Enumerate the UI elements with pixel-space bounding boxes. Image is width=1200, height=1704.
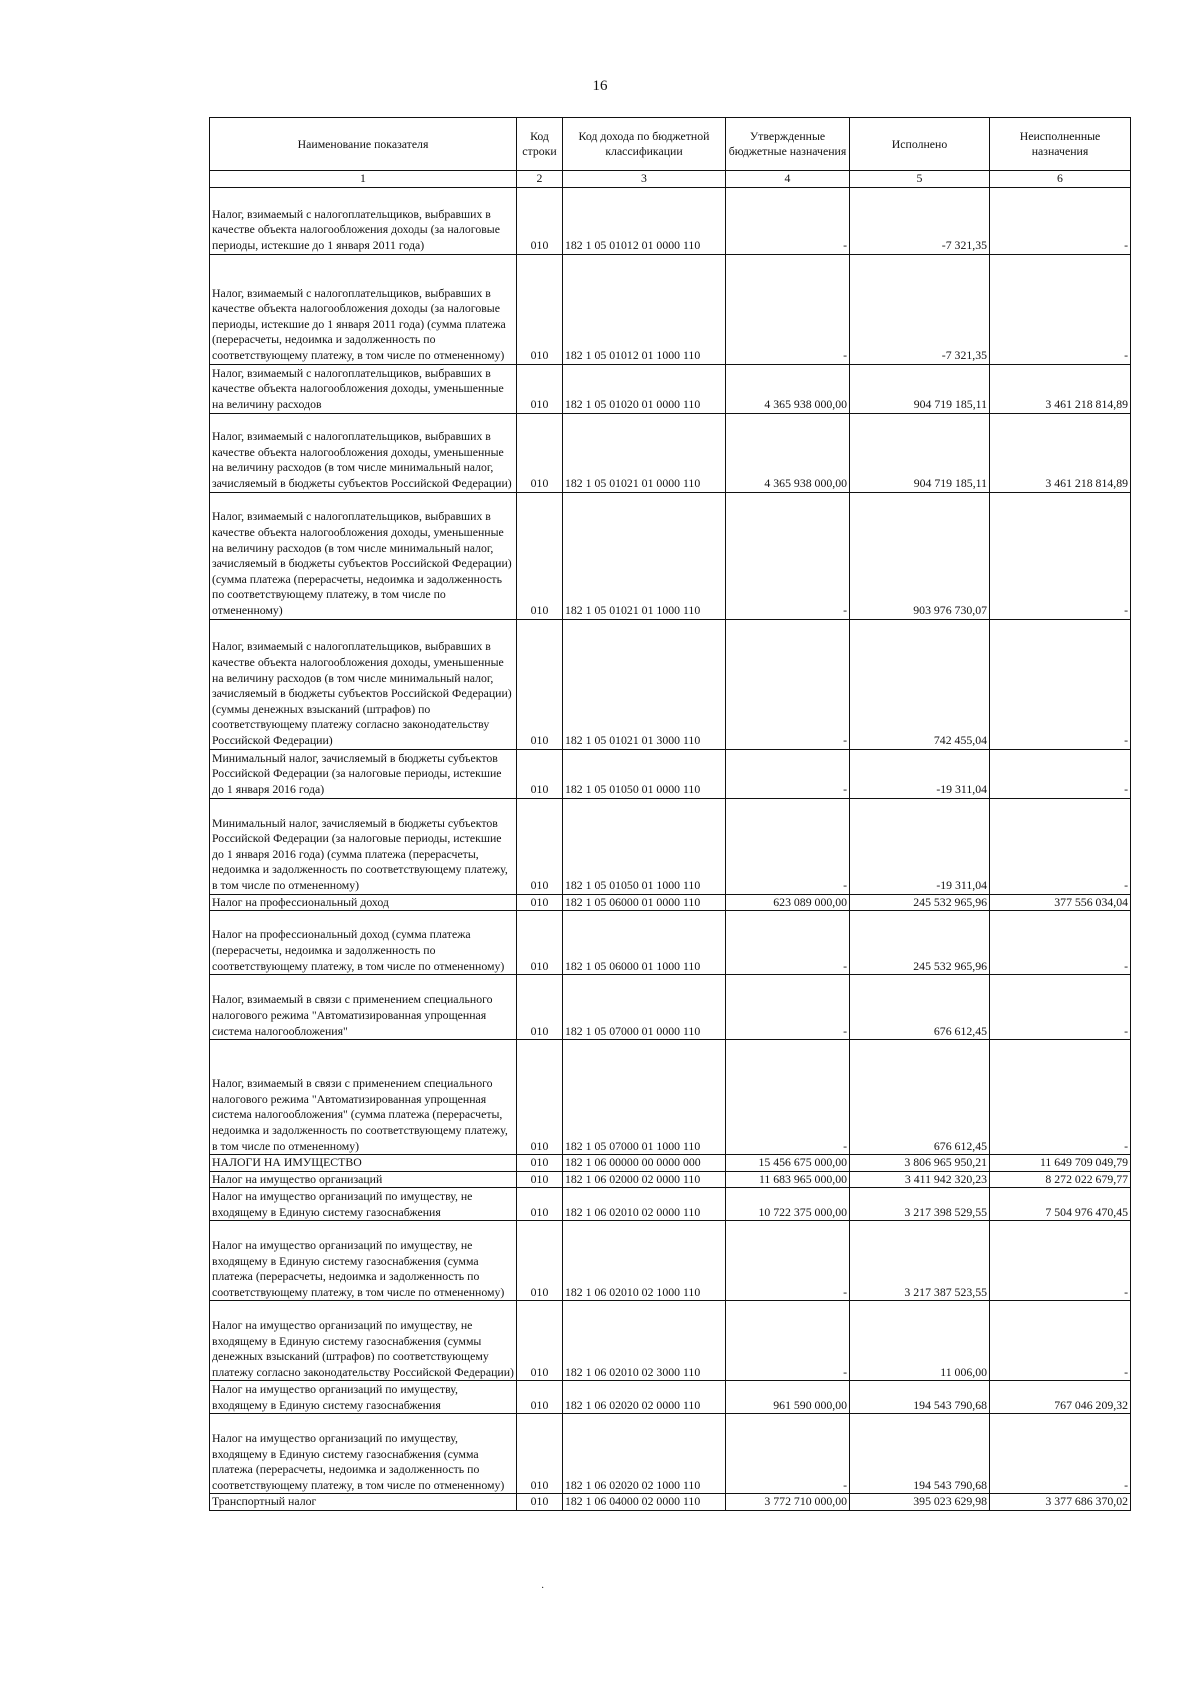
approved-value: -	[726, 911, 850, 975]
indicator-name: Налог на профессиональный доход	[210, 894, 517, 911]
approved-value: 11 683 965 000,00	[726, 1171, 850, 1188]
unexecuted-value: -	[990, 1221, 1131, 1301]
table-row	[210, 911, 1131, 975]
table-row	[210, 894, 1131, 911]
line-code: 010	[517, 798, 563, 894]
approved-value: -	[726, 254, 850, 364]
budget-code: 182 1 05 01050 01 1000 110	[563, 798, 726, 894]
indicator-name: Налог, взимаемый с налогоплательщиков, выбравших в качестве объекта налогообложения доходы (за налоговые периоды, истекшие до 1 января 2011 года)	[210, 187, 517, 254]
line-code: 010	[517, 911, 563, 975]
column-number: 6	[990, 171, 1131, 188]
table-row	[210, 1494, 1131, 1511]
unexecuted-value: -	[990, 1301, 1131, 1381]
approved-value: -	[726, 1221, 850, 1301]
page-number: 16	[592, 78, 608, 94]
budget-code: 182 1 05 06000 01 1000 110	[563, 911, 726, 975]
executed-value: 3 217 387 523,55	[850, 1221, 990, 1301]
indicator-name: НАЛОГИ НА ИМУЩЕСТВО	[210, 1155, 517, 1172]
budget-code: 182 1 06 02000 02 0000 110	[563, 1171, 726, 1188]
approved-value: 4 365 938 000,00	[726, 364, 850, 413]
line-code: 010	[517, 1040, 563, 1155]
line-code: 010	[517, 1221, 563, 1301]
approved-value: -	[726, 1301, 850, 1381]
table-row	[210, 413, 1131, 492]
column-number: 4	[726, 171, 850, 188]
executed-value: 904 719 185,11	[850, 413, 990, 492]
table-row	[210, 364, 1131, 413]
indicator-name: Минимальный налог, зачисляемый в бюджеты субъектов Российской Федерации (за налоговые периоды, истекшие до 1 января 2016 года) (сумма платежа (перерасчеты, недоимка и задолженность по соответствующему платежу, в том числе по отмененному)	[210, 798, 517, 894]
line-code: 010	[517, 619, 563, 749]
approved-value: 4 365 938 000,00	[726, 413, 850, 492]
unexecuted-value: -	[990, 254, 1131, 364]
line-code: 010	[517, 1155, 563, 1172]
column-number: 5	[850, 171, 990, 188]
indicator-name: Минимальный налог, зачисляемый в бюджеты субъектов Российской Федерации (за налоговые периоды, истекшие до 1 января 2016 года)	[210, 749, 517, 798]
indicator-name: Налог, взимаемый с налогоплательщиков, выбравших в качестве объекта налогообложения доходы, уменьшенные на величину расходов (в том числе минимальный налог, зачисляемый в бюджеты субъектов Российской Федерации) (сумма платежа (перерасчеты, недоимка и задолженность по соответствующему платежу, в том числе по отмененному)	[210, 492, 517, 619]
executed-value: 3 217 398 529,55	[850, 1188, 990, 1221]
executed-value: 3 806 965 950,21	[850, 1155, 990, 1172]
budget-code: 182 1 06 02010 02 3000 110	[563, 1301, 726, 1381]
header-budget-code: Код дохода по бюджетной классификации	[563, 118, 726, 171]
budget-code: 182 1 05 07000 01 0000 110	[563, 975, 726, 1040]
unexecuted-value: -	[990, 798, 1131, 894]
budget-code: 182 1 06 02020 02 1000 110	[563, 1414, 726, 1494]
header-approved: Утвержденные бюджетные назначения	[726, 118, 850, 171]
executed-value: 903 976 730,07	[850, 492, 990, 619]
budget-code: 182 1 06 04000 02 0000 110	[563, 1494, 726, 1511]
budget-code: 182 1 06 02010 02 1000 110	[563, 1221, 726, 1301]
column-number: 1	[210, 171, 517, 188]
approved-value: -	[726, 975, 850, 1040]
indicator-name: Налог на имущество организаций	[210, 1171, 517, 1188]
line-code: 010	[517, 749, 563, 798]
table-row	[210, 187, 1131, 254]
executed-value: 194 543 790,68	[850, 1414, 990, 1494]
executed-value: 245 532 965,96	[850, 894, 990, 911]
column-number-row	[210, 171, 1131, 188]
executed-value: 904 719 185,11	[850, 364, 990, 413]
header-line-code: Код строки	[517, 118, 563, 171]
unexecuted-value: -	[990, 1414, 1131, 1494]
column-number: 3	[563, 171, 726, 188]
budget-code: 182 1 05 01021 01 3000 110	[563, 619, 726, 749]
executed-value: 676 612,45	[850, 1040, 990, 1155]
table-body	[210, 187, 1131, 1510]
approved-value: 10 722 375 000,00	[726, 1188, 850, 1221]
table-row	[210, 619, 1131, 749]
budget-code: 182 1 05 07000 01 1000 110	[563, 1040, 726, 1155]
budget-code: 182 1 05 01020 01 0000 110	[563, 364, 726, 413]
line-code: 010	[517, 894, 563, 911]
indicator-name: Налог на профессиональный доход (сумма платежа (перерасчеты, недоимка и задолженность по соответствующему платежу, в том числе по отмененному)	[210, 911, 517, 975]
line-code: 010	[517, 413, 563, 492]
table-row	[210, 254, 1131, 364]
table-row	[210, 1381, 1131, 1414]
executed-value: 3 411 942 320,23	[850, 1171, 990, 1188]
budget-code: 182 1 05 06000 01 0000 110	[563, 894, 726, 911]
column-number: 2	[517, 171, 563, 188]
executed-value: -7 321,35	[850, 254, 990, 364]
budget-code: 182 1 05 01012 01 1000 110	[563, 254, 726, 364]
header-executed: Исполнено	[850, 118, 990, 171]
unexecuted-value: -	[990, 975, 1131, 1040]
indicator-name: Налог, взимаемый с налогоплательщиков, выбравших в качестве объекта налогообложения доходы, уменьшенные на величину расходов (в том числе минимальный налог, зачисляемый в бюджеты субъектов Российской Федерации)	[210, 413, 517, 492]
line-code: 010	[517, 254, 563, 364]
indicator-name: Налог, взимаемый в связи с применением специального налогового режима "Автоматизированная упрощенная система налогообложения" (сумма платежа (перерасчеты, недоимка и задолженность по соответствующему платежу, в том числе по отмененному)	[210, 1040, 517, 1155]
budget-execution-table	[209, 117, 1131, 1511]
approved-value: 623 089 000,00	[726, 894, 850, 911]
budget-code: 182 1 05 01021 01 0000 110	[563, 413, 726, 492]
line-code: 010	[517, 187, 563, 254]
approved-value: -	[726, 798, 850, 894]
unexecuted-value: -	[990, 911, 1131, 975]
budget-code: 182 1 05 01012 01 0000 110	[563, 187, 726, 254]
unexecuted-value: -	[990, 749, 1131, 798]
line-code: 010	[517, 975, 563, 1040]
unexecuted-value: -	[990, 492, 1131, 619]
indicator-name: Налог на имущество организаций по имуществу, входящему в Единую систему газоснабжения	[210, 1381, 517, 1414]
table-row	[210, 975, 1131, 1040]
line-code: 010	[517, 1381, 563, 1414]
line-code: 010	[517, 364, 563, 413]
line-code: 010	[517, 1188, 563, 1221]
unexecuted-value: 3 461 218 814,89	[990, 413, 1131, 492]
executed-value: -19 311,04	[850, 749, 990, 798]
header-unexecuted: Неисполненные назначения	[990, 118, 1131, 171]
indicator-name: Транспортный налог	[210, 1494, 517, 1511]
budget-code: 182 1 06 00000 00 0000 000	[563, 1155, 726, 1172]
executed-value: 395 023 629,98	[850, 1494, 990, 1511]
unexecuted-value: 377 556 034,04	[990, 894, 1131, 911]
unexecuted-value: 3 377 686 370,02	[990, 1494, 1131, 1511]
table-row	[210, 749, 1131, 798]
approved-value: -	[726, 187, 850, 254]
budget-code: 182 1 05 01050 01 0000 110	[563, 749, 726, 798]
line-code: 010	[517, 492, 563, 619]
unexecuted-value: -	[990, 619, 1131, 749]
approved-value: 15 456 675 000,00	[726, 1155, 850, 1172]
table-row	[210, 1155, 1131, 1172]
indicator-name: Налог, взимаемый с налогоплательщиков, выбравших в качестве объекта налогообложения доходы, уменьшенные на величину расходов	[210, 364, 517, 413]
executed-value: 742 455,04	[850, 619, 990, 749]
unexecuted-value: 7 504 976 470,45	[990, 1188, 1131, 1221]
budget-code: 182 1 06 02010 02 0000 110	[563, 1188, 726, 1221]
budget-code: 182 1 05 01021 01 1000 110	[563, 492, 726, 619]
approved-value: -	[726, 1040, 850, 1155]
budget-code: 182 1 06 02020 02 0000 110	[563, 1381, 726, 1414]
table-row	[210, 1414, 1131, 1494]
approved-value: -	[726, 619, 850, 749]
line-code: 010	[517, 1301, 563, 1381]
indicator-name: Налог, взимаемый с налогоплательщиков, выбравших в качестве объекта налогообложения доходы, уменьшенные на величину расходов (в том числе минимальный налог, зачисляемый в бюджеты субъектов Российской Федерации) (суммы денежных взысканий (штрафов) по соответствующему платежу согласно законодательству Российской Федерации)	[210, 619, 517, 749]
unexecuted-value: 767 046 209,32	[990, 1381, 1131, 1414]
line-code: 010	[517, 1494, 563, 1511]
executed-value: 194 543 790,68	[850, 1381, 990, 1414]
indicator-name: Налог на имущество организаций по имуществу, входящему в Единую систему газоснабжения (сумма платежа (перерасчеты, недоимка и задолженность по соответствующему платежу, в том числе по отмененному)	[210, 1414, 517, 1494]
table-row	[210, 1171, 1131, 1188]
table-header-row	[210, 118, 1131, 171]
approved-value: -	[726, 492, 850, 619]
line-code: 010	[517, 1171, 563, 1188]
indicator-name: Налог на имущество организаций по имуществу, не входящему в Единую систему газоснабжения	[210, 1188, 517, 1221]
table-row	[210, 1221, 1131, 1301]
table-row	[210, 1301, 1131, 1381]
unexecuted-value: 8 272 022 679,77	[990, 1171, 1131, 1188]
table-row	[210, 1040, 1131, 1155]
indicator-name: Налог на имущество организаций по имуществу, не входящему в Единую систему газоснабжения (суммы денежных взысканий (штрафов) по соответствующему платежу согласно законодательству Российской Федерации)	[210, 1301, 517, 1381]
executed-value: 11 006,00	[850, 1301, 990, 1381]
indicator-name: Налог, взимаемый в связи с применением специального налогового режима "Автоматизированная упрощенная система налогообложения"	[210, 975, 517, 1040]
unexecuted-value: 11 649 709 049,79	[990, 1155, 1131, 1172]
unexecuted-value: -	[990, 1040, 1131, 1155]
unexecuted-value: 3 461 218 814,89	[990, 364, 1131, 413]
approved-value: -	[726, 1414, 850, 1494]
approved-value: -	[726, 749, 850, 798]
executed-value: 676 612,45	[850, 975, 990, 1040]
indicator-name: Налог, взимаемый с налогоплательщиков, выбравших в качестве объекта налогообложения доходы (за налоговые периоды, истекшие до 1 января 2011 года) (сумма платежа (перерасчеты, недоимка и задолженность по соответствующему платежу, в том числе по отмененному)	[210, 254, 517, 364]
executed-value: 245 532 965,96	[850, 911, 990, 975]
executed-value: -7 321,35	[850, 187, 990, 254]
approved-value: 3 772 710 000,00	[726, 1494, 850, 1511]
line-code: 010	[517, 1414, 563, 1494]
header-indicator-name: Наименование показателя	[210, 118, 517, 171]
unexecuted-value: -	[990, 187, 1131, 254]
table-row	[210, 798, 1131, 894]
table-row	[210, 492, 1131, 619]
table-row	[210, 1188, 1131, 1221]
approved-value: 961 590 000,00	[726, 1381, 850, 1414]
executed-value: -19 311,04	[850, 798, 990, 894]
indicator-name: Налог на имущество организаций по имуществу, не входящему в Единую систему газоснабжения (сумма платежа (перерасчеты, недоимка и задолженность по соответствующему платежу, в том числе по отмененному)	[210, 1221, 517, 1301]
scan-mark: ·	[541, 1583, 545, 1594]
